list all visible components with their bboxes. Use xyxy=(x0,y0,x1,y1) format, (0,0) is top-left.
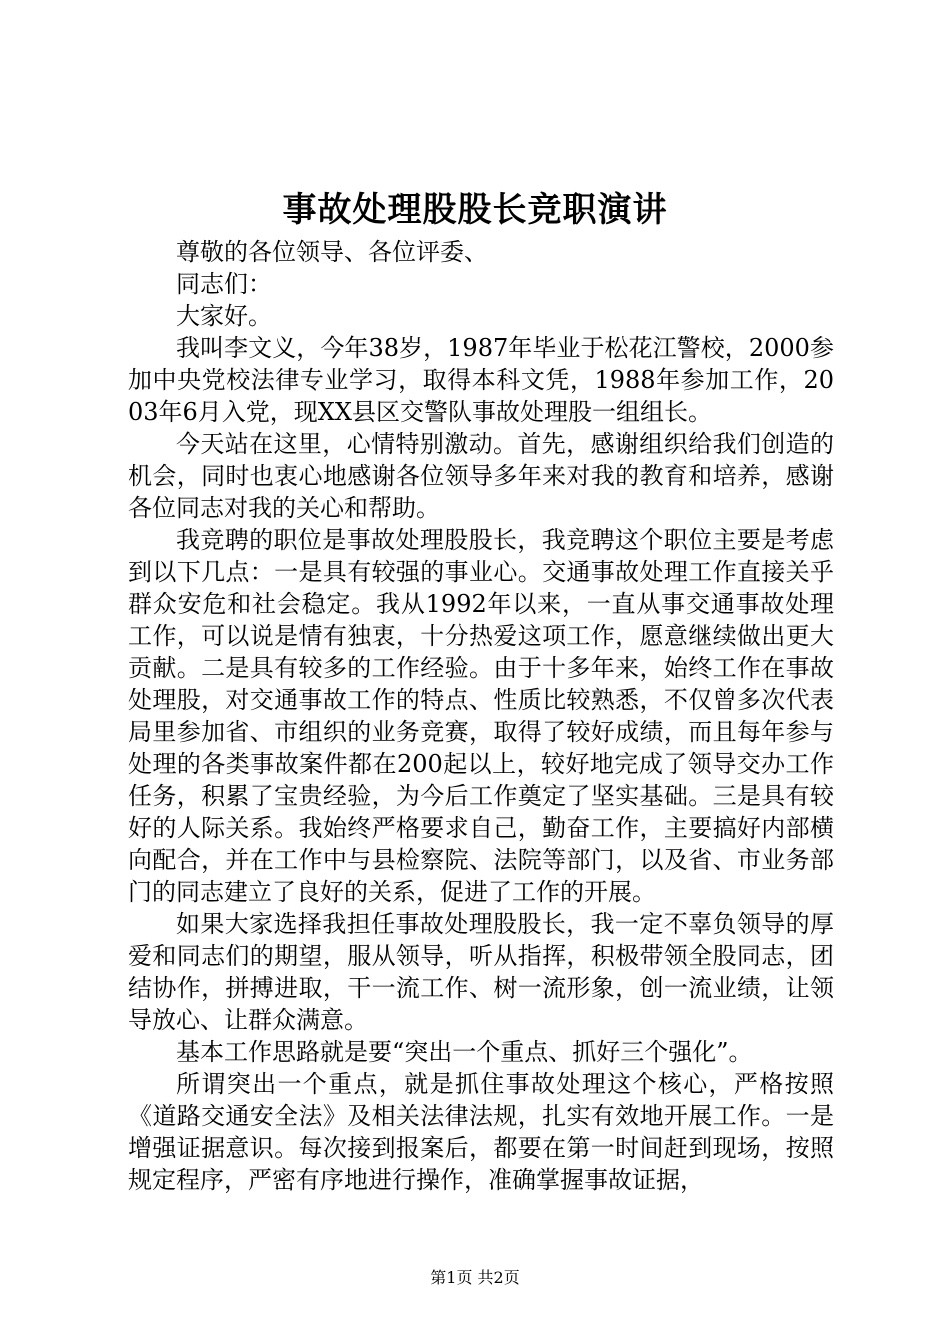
document-title: 事故处理股股长竞职演讲 xyxy=(282,190,668,230)
salutation-line-1: 尊敬的各位领导、各位评委、 xyxy=(176,238,488,266)
greeting-paragraph: 大家好。 xyxy=(176,302,272,330)
document-body xyxy=(128,236,834,1196)
work-idea-paragraph: 基本工作思路就是要“突出一个重点、抓好三个强化”。 xyxy=(176,1038,753,1066)
salutation-line-2: 同志们： xyxy=(176,270,272,298)
gratitude-paragraph: 今天站在这里，心情特别激动。首先，感谢组织给我们创造的机会，同时也衷心地感谢各位领导多年来对我的教育和培养，感谢各位同志对我的关心和帮助。 xyxy=(128,430,834,522)
page-number-footer: 第1页 共2页 xyxy=(430,1268,520,1287)
introduction-paragraph: 我叫李文义，今年38岁，1987年毕业于松花江警校，2000参加中央党校法律专业学习，取得本科文凭，1988年参加工作，2003年6月入党，现XX县区交警队事故处理股一组组长。 xyxy=(128,334,834,426)
key-focus-paragraph: 所谓突出一个重点，就是抓住事故处理这个核心，严格按照《道路交通安全法》及相关法律法规，扎实有效地开展工作。一是增强证据意识。每次接到报案后，都要在第一时间赶到现场，按照规定程序，严密有序地进行操作，准确掌握事故证据， xyxy=(128,1070,834,1194)
qualifications-paragraph: 我竞聘的职位是事故处理股股长，我竞聘这个职位主要是考虑到以下几点：一是具有较强的事业心。交通事故处理工作直接关乎群众安危和社会稳定。我从1992年以来，一直从事交通事故处理工作，可以说是情有独衷，十分热爱这项工作，愿意继续做出更大贡献。二是具有较多的工作经验。由于十多年来，始终工作在事故处理股，对交通事故工作的特点、性质比较熟悉，不仅曾多次代表局里参加省、市组织的业务竞赛，取得了较好成绩，而且每年参与处理的各类事故案件都在200起以上，较好地完成了领导交办工作任务，积累了宝贵经验，为今后工作奠定了坚实基础。三是具有较好的人际关系。我始终严格要求自己，勤奋工作，主要搞好内部横向配合，并在工作中与县检察院、法院等部门，以及省、市业务部门的同志建立了良好的关系，促进了工作的开展。 xyxy=(128,526,834,906)
commitment-paragraph: 如果大家选择我担任事故处理股股长，我一定不辜负领导的厚爱和同志们的期望，服从领导，听从指挥，积极带领全股同志，团结协作，拼搏进取，干一流工作、树一流形象，创一流业绩，让领导放心、让群众满意。 xyxy=(128,910,834,1034)
